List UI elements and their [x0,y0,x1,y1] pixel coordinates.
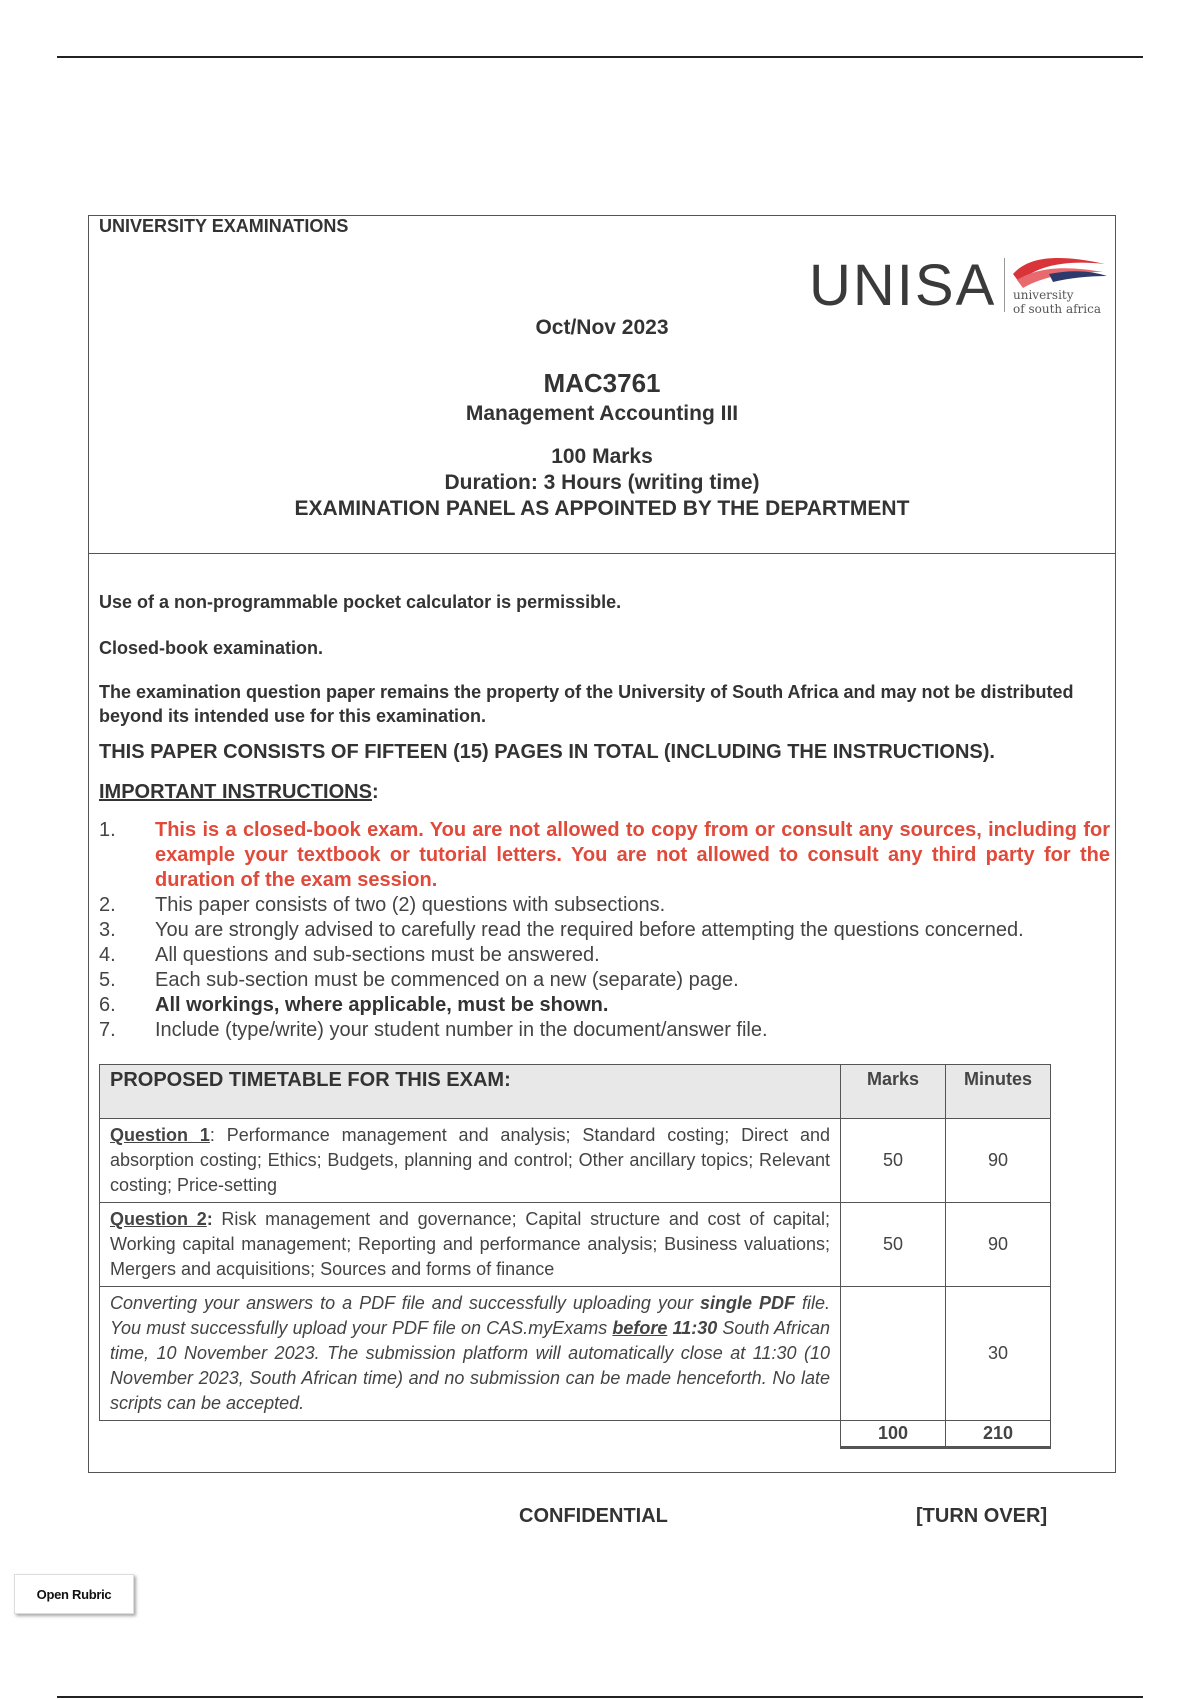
important-heading-text: IMPORTANT INSTRUCTIONS [99,781,372,803]
question-2-sep: : [206,1209,213,1229]
timetable-header-row [100,1065,1051,1119]
question-2-minutes: 90 [946,1203,1051,1287]
upload-marks [841,1287,946,1421]
question-1-description [100,1119,841,1203]
instruction-text: This is a closed-book exam. You are not allowed to copy from or consult any sources, including for example your textbook or tutorial letters. You are not allowed to consult any third party for the duration of the exam session. [155,819,1110,891]
exam-date: Oct/Nov 2023 [535,316,669,339]
instruction-number: 3. [99,919,116,941]
instruction-number: 4. [99,944,116,966]
logo-subtitle-line2: of south africa [1013,302,1102,316]
table-row [100,1287,1051,1421]
question-2-description [100,1203,841,1287]
question-1-topics: Performance management and analysis; Standard costing; Direct and absorption costing; Ethics; Budgets, planning and control; Other ancillary topics; Relevant costing; Price-setting [110,1125,830,1195]
upload-deadline-time: 11:30 [672,1318,718,1338]
logo-subtitle-line1: university [1013,288,1074,302]
unisa-logo [809,252,1109,322]
instruction-text: Each sub-section must be commenced on a new (separate) page. [155,969,739,991]
instruction-text: All workings, where applicable, must be shown. [155,994,609,1016]
logo-separator [1004,258,1005,312]
course-code: MAC3761 [543,368,661,398]
instruction-number: 5. [99,969,116,991]
logo-swoosh-icon [1009,252,1109,292]
exam-panel: EXAMINATION PANEL AS APPOINTED BY THE DEPARTMENT [294,497,910,520]
important-heading-colon: : [371,781,379,803]
question-1-marks: 50 [841,1119,946,1203]
exam-duration: Duration: 3 Hours (writing time) [444,471,760,494]
instruction-text: Include (type/write) your student number in the document/answer file. [155,1019,768,1041]
confidential-label: CONFIDENTIAL [519,1505,668,1527]
upload-single-pdf: single PDF [699,1293,795,1313]
important-instructions-heading [99,780,379,804]
question-1-label: Question 1 [110,1125,210,1145]
upload-text-part: file. You must successfully upload your PDF file on CAS.myExams [110,1293,830,1338]
table-row [100,1119,1051,1203]
marks-column-header: Marks [841,1065,946,1119]
minutes-column-header: Minutes [946,1065,1051,1119]
top-rule [57,56,1143,58]
timetable-title: PROPOSED TIMETABLE FOR THIS EXAM: [100,1065,841,1119]
total-minutes-value: 210 [946,1421,1051,1448]
instruction-text: You are strongly advised to carefully read the required before attempting the questions concerned. [155,919,1024,941]
instruction-number: 6. [99,994,116,1016]
page-count-note: THIS PAPER CONSISTS OF FIFTEEN (15) PAGES IN TOTAL (INCLUDING THE INSTRUCTIONS). [99,741,995,763]
total-marks-value: 100 [841,1421,946,1448]
upload-instructions [100,1287,841,1421]
question-1-sep: : [209,1125,215,1145]
turn-over-label: [TURN OVER] [916,1505,1048,1527]
calculator-note: Use of a non-programmable pocket calculator is permissible. [99,592,622,612]
instruction-text: All questions and sub-sections must be answered. [155,944,600,966]
open-rubric-button[interactable]: Open Rubric [14,1574,134,1614]
question-2-topics: Risk management and governance; Capital structure and cost of capital; Working capital management; Reporting and performance analysis; Business valuations; Mergers and acquisitions; Sources and forms of finance [110,1209,830,1279]
question-1-minutes: 90 [946,1119,1051,1203]
instruction-number: 1. [99,819,116,841]
instruction-number: 2. [99,894,116,916]
timetable-total-row [100,1421,1051,1448]
proposed-timetable [99,1064,1051,1449]
logo-wordmark: UNISA [809,253,997,318]
property-note: The examination question paper remains the property of the University of South Africa and may not be distributed beyond its intended use for this examination. [99,682,1074,726]
upload-minutes: 30 [946,1287,1051,1421]
bottom-rule [57,1696,1143,1698]
closed-book-note: Closed-book examination. [99,638,324,658]
exam-header [89,216,1115,554]
question-2-marks: 50 [841,1203,946,1287]
table-row [100,1203,1051,1287]
instruction-number: 7. [99,1019,116,1041]
question-2-label: Question 2 [110,1209,207,1229]
upload-before: before [612,1318,668,1338]
total-marks: 100 Marks [551,445,653,468]
university-examinations-label: UNIVERSITY EXAMINATIONS [99,216,349,236]
total-spacer [100,1421,841,1448]
course-title: Management Accounting III [465,402,739,425]
instruction-text: This paper consists of two (2) questions with subsections. [155,894,666,916]
upload-text-part: South African time, 10 November 2023. The submission platform will automatically close at 11:30 (10 November 2023, South African time) and no submission can be made henceforth. No late scripts can be accepted. [110,1318,830,1413]
upload-text-part: Converting your answers to a PDF file and successfully uploading your [110,1293,700,1313]
